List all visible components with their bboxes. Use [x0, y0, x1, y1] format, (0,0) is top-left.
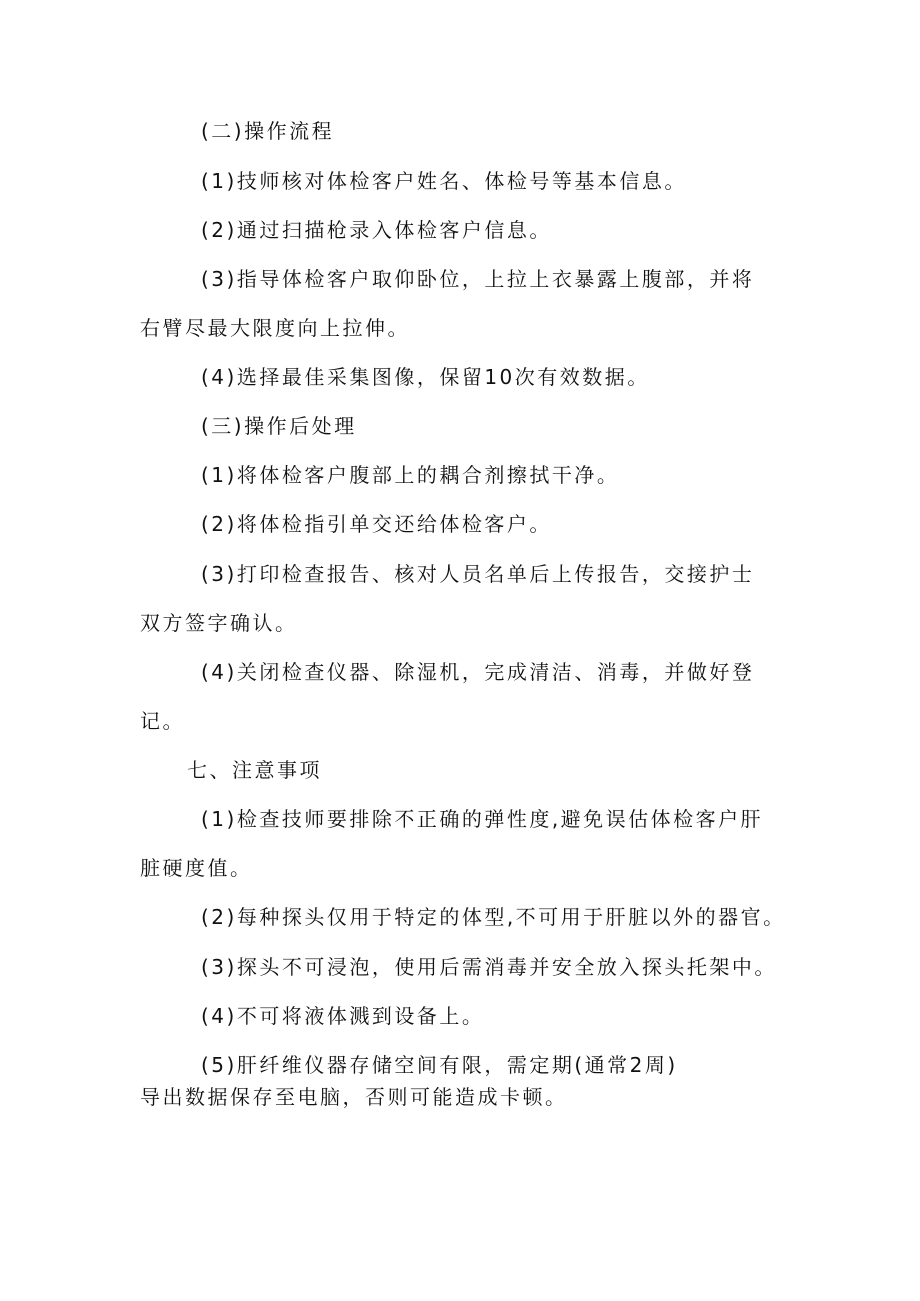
paragraph-line: (1)检查技师要排除不正确的弹性度,避免误估体检客户肝	[201, 807, 764, 831]
paragraph-line: (2)每种探头仅用于特定的体型,不可用于肝脏以外的器官。	[201, 905, 786, 929]
paragraph-line: 导出数据保存至电脑，否则可能造成卡顿。	[140, 1085, 568, 1109]
paragraph-line: (3)指导体检客户取仰卧位，上拉上衣暴露上腹部，并将	[201, 267, 755, 291]
paragraph-line: (2)通过扫描枪录入体检客户信息。	[201, 218, 552, 242]
paragraph-line: (4)选择最佳采集图像，保留10次有效数据。	[201, 365, 650, 389]
section-heading-precautions: 七、注意事项	[187, 758, 322, 782]
paragraph-line: (5)肝纤维仪器存储空间有限，需定期(通常2周)	[201, 1053, 678, 1077]
paragraph-line: 脏硬度值。	[140, 856, 253, 880]
paragraph-line: 右臂尽最大限度向上拉伸。	[140, 316, 410, 340]
paragraph-line: (1)将体检客户腹部上的耦合剂擦拭干净。	[201, 463, 620, 487]
paragraph-line: (4)不可将液体溅到设备上。	[201, 1004, 485, 1028]
paragraph-line: 双方签字确认。	[140, 611, 298, 635]
paragraph-line: (3)探头不可浸泡，使用后需消毒并安全放入探头托架中。	[201, 955, 777, 979]
section-heading-procedure: (二)操作流程	[201, 119, 335, 143]
paragraph-line: 记。	[140, 709, 185, 733]
section-heading-post-operation: (三)操作后处理	[201, 414, 357, 438]
paragraph-line: (2)将体检指引单交还给体检客户。	[201, 512, 552, 536]
paragraph-line: (4)关闭检查仪器、除湿机，完成清洁、消毒，并做好登	[201, 660, 755, 684]
paragraph-line: (3)打印检查报告、核对人员名单后上传报告，交接护士	[201, 562, 755, 586]
paragraph-line: (1)技师核对体检客户姓名、体检号等基本信息。	[201, 169, 687, 193]
